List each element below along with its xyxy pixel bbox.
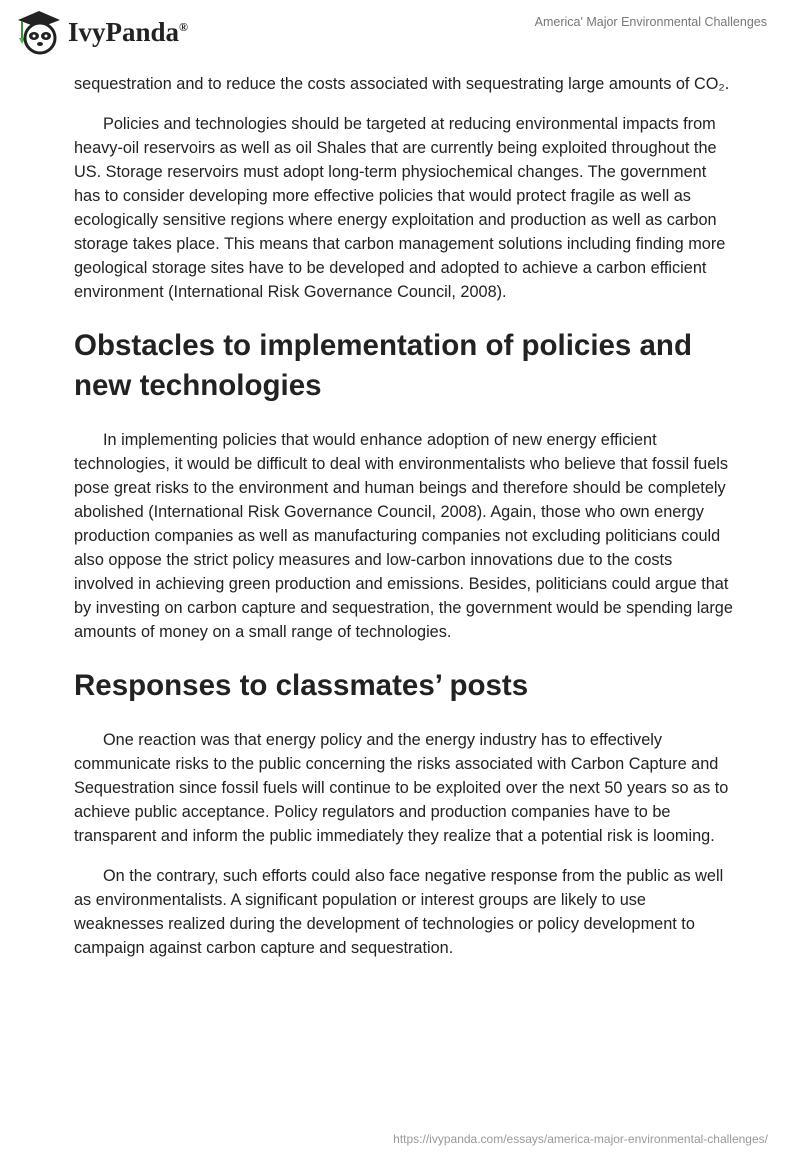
logo-text: IvyPanda® — [68, 16, 189, 47]
source-url[interactable]: https://ivypanda.com/essays/america-major-environmental-challenges/ — [393, 1132, 768, 1146]
paragraph: Policies and technologies should be targeted at reducing environmental impacts from heavy-oil reservoirs as well as oil Shales that are currently being exploited throughout the US. Storage reservoirs must adopt long-term physiochemical changes. The government has to consider developing more effective policies that would protect fragile as well as ecologically sensitive regions where energy exploitation and production as well as carbon storage takes place. This means that carbon management solutions including finding more geological storage sites have to be developed and adopted to achieve a carbon efficient environment (International Risk Governance Council, 2008). — [74, 115, 726, 301]
page-header — [0, 0, 800, 60]
section-heading: Responses to classmates’ posts — [74, 669, 529, 702]
paragraph: sequestration and to reduce the costs associated with sequestrating large amounts of CO₂. — [74, 75, 730, 93]
paragraph: One reaction was that energy policy and the energy industry has to effectively communicate risks to the public concerning the risks associated with Carbon Capture and Sequestration since fossil fuels will continue to be exploited over the next 50 years so as to achieve public acceptance. Policy regulators and production companies have to be transparent and inform the public immediately they realize that a potential risk is looming. — [74, 731, 729, 845]
ivypanda-logo[interactable] — [14, 8, 188, 56]
document-title: America' Major Environmental Challenges — [534, 15, 767, 29]
panda-graduate-icon — [14, 8, 64, 56]
paragraph: In implementing policies that would enhance adoption of new energy efficient technologies, it would be difficult to deal with environmentalists who believe that fossil fuels pose great risks to the environment and human beings and therefore should be completely abolished (International Risk Governance Council, 2008). Again, those who own energy production companies as well as manufacturing companies not excluding politicians could also oppose the strict policy measures and low-carbon innovations due to the costs involved in achieving green production and emissions. Besides, politicians could argue that by investing on carbon capture and sequestration, the government would be spending large amounts of money on a small range of technologies. — [74, 431, 733, 641]
section-heading: Obstacles to implementation of policies and new technologies — [74, 329, 692, 402]
essay-content — [74, 72, 736, 976]
paragraph: On the contrary, such efforts could also face negative response from the public as well as environmentalists. A significant population or interest groups are likely to use weaknesses realized during the development of technologies or policy development to campaign against carbon capture and sequestration. — [74, 867, 724, 957]
